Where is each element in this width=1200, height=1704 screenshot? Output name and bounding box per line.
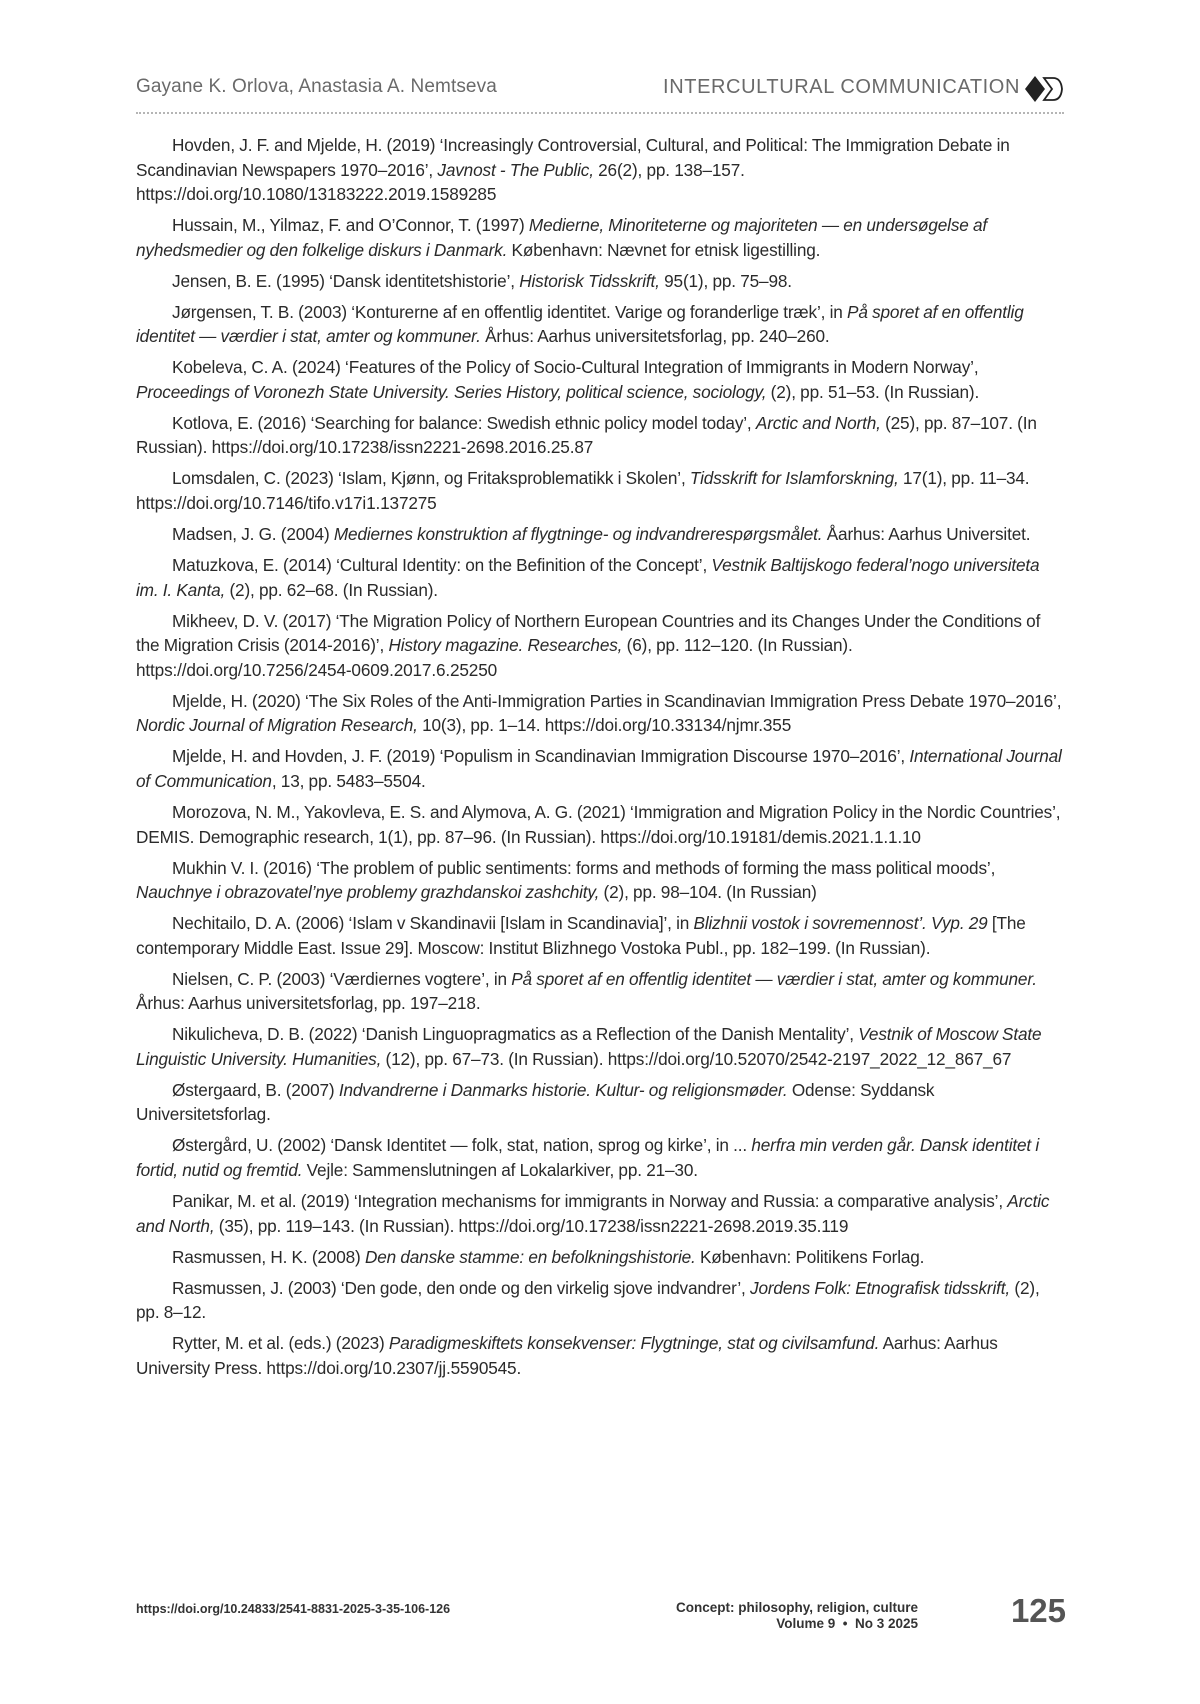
reference-source-title: Proceedings of Voronezh State University. Series History, political science, sociology,	[136, 381, 767, 402]
reference-item	[136, 1022, 1066, 1071]
reference-text: (2), pp. 51–53. (In Russian).	[766, 381, 980, 402]
reference-text: Jensen, B. E. (1995) ‘Dansk identitetshistorie’,	[172, 270, 520, 291]
reference-text: (35), pp. 119–143. (In Russian). https://doi.org/10.17238/issn2221-2698.2019.35.119	[214, 1215, 849, 1236]
reference-text: (2), pp. 62–68. (In Russian).	[225, 579, 438, 600]
reference-item	[136, 411, 1066, 460]
reference-source-title: Nordic Journal of Migration Research,	[136, 715, 418, 736]
reference-source-title: På sporet af en offentlig identitet — værdier i stat, amter og kommuner.	[511, 968, 1037, 989]
reference-source-title: herfra min verden går. Dansk identitet i fortid, nutid og fremtid.	[136, 1135, 1040, 1180]
reference-text: Hovden, J. F. and Mjelde, H. (2019) ‘Increasingly Controversial, Cultural, and Political: The Immigration Debate in Scandinavian Newspapers 1970–2016’,	[136, 135, 1010, 180]
reference-text: Panikar, M. et al. (2019) ‘Integration mechanisms for immigrants in Norway and Russia: a comparative analysis’,	[172, 1190, 1008, 1211]
reference-text: Nechitailo, D. A. (2006) ‘Islam v Skandinavii [Islam in Scandinavia]’, in	[172, 913, 694, 934]
reference-text: Jørgensen, T. B. (2003) ‘Konturerne af en offentlig identitet. Varige og foranderlige træk’, in	[172, 301, 848, 322]
reference-text: (6), pp. 112–120. (In Russian). https://doi.org/10.7256/2454-0609.2017.6.25250	[136, 635, 853, 680]
reference-source-title: På sporet af en offentlig identitet — værdier i stat, amter og kommuner.	[136, 301, 1024, 347]
reference-text: (2), pp. 8–12.	[136, 1277, 1040, 1323]
header-divider	[136, 112, 1064, 114]
reference-item	[136, 689, 1066, 738]
header-journal-title: INTERCULTURAL COMMUNICATION	[663, 76, 1020, 98]
reference-source-title: Den danske stamme: en befolkningshistorie.	[364, 1246, 696, 1267]
reference-text: , 13, pp. 5483–5504.	[271, 770, 426, 791]
reference-item	[136, 1189, 1066, 1238]
reference-source-title: Jordens Folk: Etnografisk tidsskrift,	[750, 1277, 1011, 1298]
reference-item	[136, 609, 1066, 683]
footer-journal-name: Concept: philosophy, religion, culture	[675, 1600, 918, 1615]
reference-source-title: International Journal of Communication	[136, 746, 1062, 791]
reference-text: Rytter, M. et al. (eds.) (2023)	[172, 1333, 389, 1354]
reference-text: 17(1), pp. 11–34. https://doi.org/10.7146/tifo.v17i1.137275	[136, 468, 1030, 514]
reference-text: 10(3), pp. 1–14. https://doi.org/10.33134/njmr.355	[417, 715, 792, 736]
reference-source-title: Historisk Tidsskrift,	[519, 270, 660, 291]
reference-text: Århus: Aarhus universitetsforlag, pp. 240–260.	[480, 326, 830, 347]
reference-item	[136, 355, 1066, 404]
footer-doi: https://doi.org/10.24833/2541-8831-2025-3-35-106-126	[136, 1602, 451, 1616]
running-header	[136, 74, 1064, 108]
reference-source-title: Tidsskrift for Islamforskning,	[689, 468, 899, 489]
reference-text: Mjelde, H. and Hovden, J. F. (2019) ‘Populism in Scandinavian Immigration Discourse 1970–2016’,	[172, 746, 910, 767]
reference-item	[136, 522, 1066, 547]
reference-text: 26(2), pp. 138–157. https://doi.org/10.1080/13183222.2019.1589285	[136, 159, 745, 205]
reference-source-title: Nauchnye i obrazovatel’nye problemy grazhdanskoi zashchity,	[136, 882, 600, 903]
reference-text: Rasmussen, H. K. (2008)	[172, 1246, 365, 1267]
reference-source-title: Vestnik Baltijskogo federal’nogo universiteta im. I. Kanta,	[136, 555, 1040, 600]
reference-source-title: Paradigmeskiftets konsekvenser: Flygtninge, stat og civilsamfund.	[388, 1333, 880, 1354]
reference-text: Rasmussen, J. (2003) ‘Den gode, den onde og den virkelig sjove indvandrer’,	[172, 1277, 750, 1298]
reference-text: Hussain, M., Yilmaz, F. and O’Connor, T. (1997)	[172, 215, 529, 236]
reference-text: Odense: Syddansk Universitetsforlag.	[136, 1079, 935, 1125]
reference-item	[136, 1133, 1066, 1182]
page-number: 125	[1010, 1592, 1066, 1629]
reference-text: Østergaard, B. (2007)	[172, 1079, 339, 1100]
reference-item	[136, 466, 1066, 515]
reference-text: Madsen, J. G. (2004)	[172, 524, 334, 545]
reference-text: Åarhus: Aarhus Universitet.	[822, 524, 1031, 545]
reference-source-title: History magazine. Researches,	[388, 635, 623, 656]
reference-text: Nikulicheva, D. B. (2022) ‘Danish Linguopragmatics as a Reflection of the Danish Mentality’,	[172, 1024, 859, 1045]
reference-text: Vejle: Sammenslutningen af Lokalarkiver, pp. 21–30.	[302, 1160, 698, 1180]
reference-item	[136, 1078, 1066, 1127]
reference-source-title: Blizhnii vostok i sovremennost’. Vyp. 29	[693, 913, 988, 934]
reference-item	[136, 1276, 1066, 1325]
reference-item	[136, 269, 1066, 294]
footer-journal-info	[640, 1600, 918, 1632]
reference-text: Kobeleva, C. A. (2024) ‘Features of the Policy of Socio-Cultural Integration of Immigrants in Modern Norway’,	[172, 357, 979, 378]
reference-item	[136, 553, 1066, 602]
reference-text: 95(1), pp. 75–98.	[659, 270, 792, 291]
reference-item	[136, 213, 1066, 262]
reference-text: København: Nævnet for etnisk ligestilling.	[507, 239, 821, 260]
reference-item	[136, 300, 1066, 349]
reference-text: (2), pp. 98–104. (In Russian)	[599, 882, 817, 903]
reference-source-title: Arctic and North,	[755, 412, 881, 433]
reference-text: Mjelde, H. (2020) ‘The Six Roles of the Anti-Immigration Parties in Scandinavian Immigration Press Debate 1970–2016’,	[172, 690, 1062, 711]
reference-source-title: Vestnik of Moscow State Linguistic University. Humanities,	[136, 1024, 1042, 1069]
reference-source-title: Medierne, Minoriteterne og majoriteten — en undersøgelse af nyhedsmedier og den folkelige diskurs i Danmark.	[136, 215, 988, 260]
reference-item	[136, 800, 1066, 849]
reference-item	[136, 133, 1066, 207]
reference-item	[136, 1245, 1066, 1270]
journal-logo-icon	[1024, 74, 1064, 104]
reference-item	[136, 744, 1066, 793]
header-authors: Gayane K. Orlova, Anastasia A. Nemtseva	[136, 76, 497, 97]
reference-item	[136, 911, 1066, 960]
reference-source-title: Mediernes konstruktion af flygtninge- og indvandrerespørgsmålet.	[333, 524, 823, 545]
reference-text: Nielsen, C. P. (2003) ‘Værdiernes vogtere’, in	[172, 968, 512, 989]
reference-text: (25), pp. 87–107. (In Russian). https://doi.org/10.17238/issn2221-2698.2016.25.87	[136, 412, 1037, 458]
reference-text: Kotlova, E. (2016) ‘Searching for balance: Swedish ethnic policy model today’,	[172, 412, 756, 433]
reference-text: Østergård, U. (2002) ‘Dansk Identitet — folk, stat, nation, sprog og kirke’, in ...	[172, 1135, 752, 1156]
reference-text: Lomsdalen, C. (2023) ‘Islam, Kjønn, og Fritaksproblematikk i Skolen’,	[172, 468, 690, 489]
reference-text: Mikheev, D. V. (2017) ‘The Migration Policy of Northern European Countries and its Changes Under the Conditions of the Migration Crisis (2014-2016)’,	[136, 610, 1041, 656]
reference-item	[136, 967, 1066, 1016]
reference-source-title: Indvandrerne i Danmarks historie. Kultur- og religionsmøder.	[338, 1079, 788, 1100]
reference-text: [The contemporary Middle East. Issue 29]. Moscow: Institut Blizhnego Vostoka Publ., pp. 182–199. (In Russian).	[136, 913, 1026, 958]
reference-text: (12), pp. 67–73. (In Russian). https://doi.org/10.52070/2542-2197_2022_12_867_67	[381, 1048, 1012, 1069]
reference-text: København: Politikens Forlag.	[695, 1246, 925, 1267]
reference-source-title: Javnost - The Public,	[437, 159, 594, 180]
reference-text: Mukhin V. I. (2016) ‘The problem of public sentiments: forms and methods of forming the mass political moods’,	[172, 857, 996, 878]
reference-text: Matuzkova, E. (2014) ‘Cultural Identity: on the Befinition of the Concept’,	[172, 555, 712, 576]
reference-text: Morozova, N. M., Yakovleva, E. S. and Alymova, A. G. (2021) ‘Immigration and Migration Policy in the Nordic Countries’, DEMIS. Demographic research, 1(1), pp. 87–96. (In Russian). https://doi.org/10.19181/demis.2021.1.1.10	[136, 801, 1061, 847]
reference-text: Århus: Aarhus universitetsforlag, pp. 197–218.	[136, 993, 481, 1014]
reference-item	[136, 856, 1066, 905]
reference-item	[136, 1331, 1066, 1380]
reference-source-title: Arctic and North,	[136, 1190, 1050, 1236]
reference-text: Aarhus: Aarhus University Press. https://doi.org/10.2307/jj.5590545.	[136, 1333, 998, 1378]
footer-journal-issue: Volume 9 • No 3 2025	[776, 1616, 918, 1631]
reference-list	[136, 133, 1066, 1387]
